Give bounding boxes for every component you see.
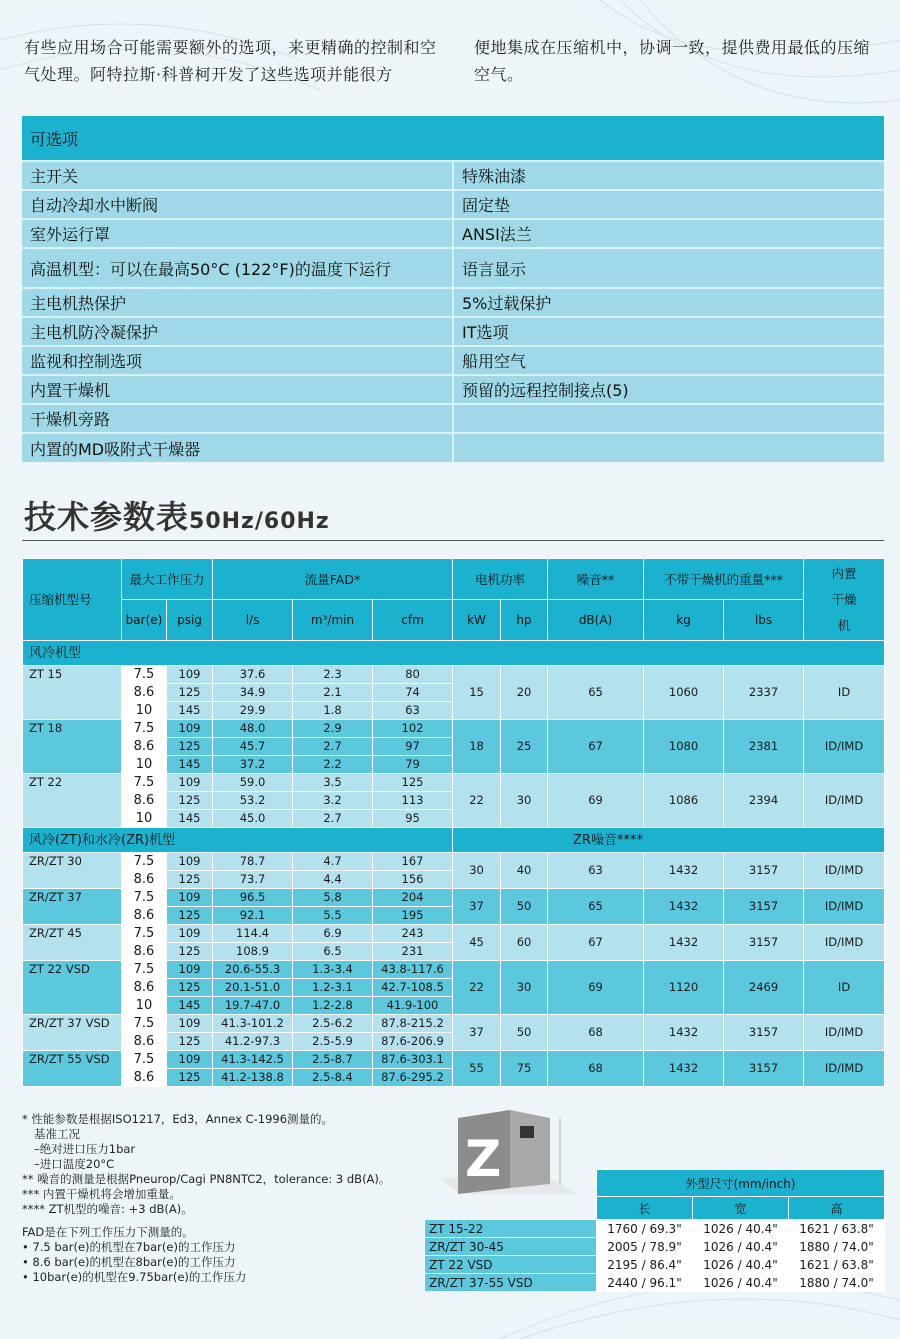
spec-cell: 2.9 [293, 720, 373, 738]
header-noise: 噪音** [548, 559, 644, 600]
spec-hp: 40 [501, 853, 548, 889]
dims-value: 1026 / 40.4" [693, 1256, 789, 1274]
dims-model: ZT 15-22 [425, 1220, 597, 1238]
unit-header: psig [167, 600, 213, 641]
header-dryer: 内置干燥机 [804, 559, 885, 641]
spec-cell: 79 [373, 756, 453, 774]
dimensions-table [424, 1169, 885, 1292]
spec-lbs: 3157 [724, 853, 804, 889]
spec-row [23, 1051, 885, 1069]
spec-lbs: 3157 [724, 925, 804, 961]
spec-cell: 6.9 [293, 925, 373, 943]
spec-cell: 41.3-142.5 [213, 1051, 293, 1069]
spec-cell: 109 [167, 853, 213, 871]
spec-cell: 42.7-108.5 [373, 979, 453, 997]
spec-cell: 109 [167, 1015, 213, 1033]
spec-cell: 8.6 [122, 792, 167, 810]
option-right: 预留的远程控制接点(5) [453, 375, 884, 404]
spec-kg: 1432 [644, 1015, 724, 1051]
spec-cell: 8.6 [122, 979, 167, 997]
option-right: 固定垫 [453, 190, 884, 219]
dims-col-height: 高 [789, 1197, 885, 1220]
dims-value: 1621 / 63.8" [789, 1220, 885, 1238]
spec-db: 69 [548, 774, 644, 828]
spec-kw: 22 [453, 774, 501, 828]
unit-header: kW [453, 600, 501, 641]
dims-row [425, 1274, 885, 1292]
spec-cell: 43.8-117.6 [373, 961, 453, 979]
footnote-line: 基准工况 [34, 1127, 80, 1141]
spec-dryer: ID/IMD [804, 1051, 885, 1087]
footnote-line: –进口温度20°C [34, 1157, 115, 1171]
spec-cell: 1.8 [293, 702, 373, 720]
footnote-line: **** ZT机型的噪音: +3 dB(A)。 [22, 1202, 193, 1216]
spec-cell: 145 [167, 756, 213, 774]
spec-cell: 8.6 [122, 943, 167, 961]
spec-cell: 7.5 [122, 889, 167, 907]
spec-cell: 145 [167, 997, 213, 1015]
option-left: 主电机防冷凝保护 [22, 317, 453, 346]
spec-kg: 1432 [644, 889, 724, 925]
spec-cell: 45.0 [213, 810, 293, 828]
spec-cell: 95 [373, 810, 453, 828]
spec-db: 65 [548, 889, 644, 925]
option-left: 主开关 [22, 161, 453, 190]
dims-value: 1880 / 74.0" [789, 1274, 885, 1292]
spec-cell: 125 [167, 907, 213, 925]
dims-value: 2195 / 86.4" [597, 1256, 693, 1274]
spec-cell: 109 [167, 889, 213, 907]
model-name: ZR/ZT 37 [23, 889, 122, 925]
dims-model: ZR/ZT 37-55 VSD [425, 1274, 597, 1292]
option-left: 干燥机旁路 [22, 404, 453, 433]
dims-model: ZT 22 VSD [425, 1256, 597, 1274]
spec-cell: 125 [167, 943, 213, 961]
footnote-line: –绝对进口压力1bar [34, 1142, 136, 1156]
spec-kw: 22 [453, 961, 501, 1015]
footnote-line: • 8.6 bar(e)的机型在8bar(e)的工作压力 [22, 1255, 236, 1269]
spec-dryer: ID/IMD [804, 720, 885, 774]
section-row [23, 641, 885, 666]
options-row [22, 248, 884, 288]
options-row [22, 219, 884, 248]
option-left: 室外运行罩 [22, 219, 453, 248]
spec-cell: 243 [373, 925, 453, 943]
dims-value: 2005 / 78.9" [597, 1238, 693, 1256]
dims-value: 2440 / 96.1" [597, 1274, 693, 1292]
dims-col-length: 长 [597, 1197, 693, 1220]
spec-cell: 6.5 [293, 943, 373, 961]
unit-header: l/s [213, 600, 293, 641]
spec-cell: 7.5 [122, 1015, 167, 1033]
unit-header: hp [501, 600, 548, 641]
spec-hp: 25 [501, 720, 548, 774]
spec-cell: 48.0 [213, 720, 293, 738]
option-left: 内置干燥机 [22, 375, 453, 404]
spec-cell: 7.5 [122, 961, 167, 979]
option-right: 5%过载保护 [453, 288, 884, 317]
model-name: ZT 22 VSD [23, 961, 122, 1015]
model-name: ZT 18 [23, 720, 122, 774]
spec-lbs: 2469 [724, 961, 804, 1015]
spec-cell: 109 [167, 720, 213, 738]
spec-kg: 1432 [644, 853, 724, 889]
spec-cell: 204 [373, 889, 453, 907]
spec-cell: 1.3-3.4 [293, 961, 373, 979]
spec-cell: 109 [167, 925, 213, 943]
intro-right-text: 便地集成在压缩机中，协调一致，提供费用最低的压缩空气。 [474, 38, 871, 84]
spec-cell: 113 [373, 792, 453, 810]
spec-cell: 10 [122, 702, 167, 720]
spec-cell: 34.9 [213, 684, 293, 702]
unit-header: bar(e) [122, 600, 167, 641]
spec-cell: 5.8 [293, 889, 373, 907]
spec-kw: 37 [453, 889, 501, 925]
spec-db: 68 [548, 1015, 644, 1051]
options-row [22, 433, 884, 462]
spec-db: 65 [548, 666, 644, 720]
spec-kw: 37 [453, 1015, 501, 1051]
spec-cell: 2.2 [293, 756, 373, 774]
spec-cell: 8.6 [122, 738, 167, 756]
spec-cell: 156 [373, 871, 453, 889]
option-left: 自动冷却水中断阀 [22, 190, 453, 219]
spec-cell: 125 [167, 684, 213, 702]
spec-cell: 195 [373, 907, 453, 925]
header-weight: 不带干燥机的重量*** [644, 559, 804, 600]
model-name: ZT 22 [23, 774, 122, 828]
spec-cell: 8.6 [122, 907, 167, 925]
spec-cell: 41.2-97.3 [213, 1033, 293, 1051]
spec-lbs: 2394 [724, 774, 804, 828]
spec-cell: 125 [167, 871, 213, 889]
machine-logo: Z [465, 1130, 502, 1188]
spec-hp: 30 [501, 961, 548, 1015]
option-left: 内置的MD吸附式干燥器 [22, 433, 453, 462]
spec-cell: 102 [373, 720, 453, 738]
spec-cell: 41.9-100 [373, 997, 453, 1015]
spec-cell: 87.8-215.2 [373, 1015, 453, 1033]
option-right: ANSI法兰 [453, 219, 884, 248]
option-right: 船用空气 [453, 346, 884, 375]
intro-left-text: 有些应用场合可能需要额外的选项，来更精确的控制和空气处理。阿特拉斯·科普柯开发了这些选项并能很方 [24, 38, 437, 84]
spec-lbs: 2337 [724, 666, 804, 720]
spec-cell: 108.9 [213, 943, 293, 961]
spec-cell: 78.7 [213, 853, 293, 871]
spec-cell: 125 [167, 1033, 213, 1051]
dims-col-width: 宽 [693, 1197, 789, 1220]
options-table [22, 116, 884, 462]
model-name: ZR/ZT 37 VSD [23, 1015, 122, 1051]
spec-title-main: 技术参数表 [24, 498, 190, 536]
options-row [22, 375, 884, 404]
header-pressure: 最大工作压力 [122, 559, 213, 600]
option-left: 主电机热保护 [22, 288, 453, 317]
spec-cell: 7.5 [122, 1051, 167, 1069]
dims-value: 1760 / 69.3" [597, 1220, 693, 1238]
spec-cell: 8.6 [122, 1033, 167, 1051]
spec-cell: 53.2 [213, 792, 293, 810]
spec-cell: 2.5-8.4 [293, 1069, 373, 1087]
spec-cell: 7.5 [122, 853, 167, 871]
footnote-line: • 7.5 bar(e)的机型在7bar(e)的工作压力 [22, 1240, 236, 1254]
spec-cell: 109 [167, 666, 213, 684]
section-label: 风冷机型 [23, 641, 885, 666]
spec-cell: 4.4 [293, 871, 373, 889]
spec-cell: 37.6 [213, 666, 293, 684]
spec-hp: 75 [501, 1051, 548, 1087]
spec-cell: 2.7 [293, 738, 373, 756]
spec-hp: 50 [501, 889, 548, 925]
spec-hp: 60 [501, 925, 548, 961]
spec-table [22, 558, 885, 1087]
spec-dryer: ID [804, 961, 885, 1015]
spec-cell: 114.4 [213, 925, 293, 943]
spec-cell: 5.5 [293, 907, 373, 925]
spec-cell: 2.5-5.9 [293, 1033, 373, 1051]
spec-cell: 7.5 [122, 720, 167, 738]
title-rule [22, 540, 884, 541]
unit-header: cfm [373, 600, 453, 641]
spec-cell: 59.0 [213, 774, 293, 792]
spec-cell: 231 [373, 943, 453, 961]
dims-model: ZR/ZT 30-45 [425, 1238, 597, 1256]
spec-cell: 19.7-47.0 [213, 997, 293, 1015]
options-row [22, 317, 884, 346]
spec-cell: 167 [373, 853, 453, 871]
spec-cell: 10 [122, 756, 167, 774]
spec-kg: 1080 [644, 720, 724, 774]
spec-kg: 1432 [644, 925, 724, 961]
section-noise-label: ZR噪音**** [453, 828, 885, 853]
spec-cell: 20.6-55.3 [213, 961, 293, 979]
footnote-line: * 性能参数是根据ISO1217，Ed3，Annex C-1996测量的。 [22, 1112, 334, 1126]
spec-cell: 4.7 [293, 853, 373, 871]
spec-row [23, 1015, 885, 1033]
spec-cell: 7.5 [122, 774, 167, 792]
spec-row [23, 889, 885, 907]
options-row [22, 190, 884, 219]
spec-cell: 97 [373, 738, 453, 756]
model-name: ZR/ZT 55 VSD [23, 1051, 122, 1087]
spec-dryer: ID/IMD [804, 925, 885, 961]
spec-cell: 125 [167, 979, 213, 997]
spec-kw: 15 [453, 666, 501, 720]
spec-cell: 3.2 [293, 792, 373, 810]
spec-kg: 1120 [644, 961, 724, 1015]
spec-db: 67 [548, 720, 644, 774]
spec-cell: 37.2 [213, 756, 293, 774]
section-label: 风冷(ZT)和水冷(ZR)机型 [23, 828, 453, 853]
spec-cell: 73.7 [213, 871, 293, 889]
spec-lbs: 3157 [724, 1051, 804, 1087]
section-row [23, 828, 885, 853]
spec-dryer: ID [804, 666, 885, 720]
option-left: 监视和控制选项 [22, 346, 453, 375]
spec-cell: 2.7 [293, 810, 373, 828]
spec-cell: 3.5 [293, 774, 373, 792]
footnote-line [22, 1217, 422, 1225]
spec-cell: 8.6 [122, 1069, 167, 1087]
spec-cell: 145 [167, 702, 213, 720]
spec-cell: 10 [122, 810, 167, 828]
option-left: 高温机型：可以在最高50°C (122°F)的温度下运行 [22, 248, 453, 288]
spec-cell: 20.1-51.0 [213, 979, 293, 997]
spec-cell: 8.6 [122, 871, 167, 889]
spec-cell: 10 [122, 997, 167, 1015]
spec-cell: 145 [167, 810, 213, 828]
spec-cell: 87.6-303.1 [373, 1051, 453, 1069]
dims-value: 1880 / 74.0" [789, 1238, 885, 1256]
spec-hp: 30 [501, 774, 548, 828]
spec-dryer: ID/IMD [804, 889, 885, 925]
spec-cell: 125 [373, 774, 453, 792]
spec-kw: 45 [453, 925, 501, 961]
spec-row [23, 925, 885, 943]
spec-dryer: ID/IMD [804, 1015, 885, 1051]
options-header: 可选项 [22, 116, 884, 161]
spec-cell: 63 [373, 702, 453, 720]
header-fad: 流量FAD* [213, 559, 453, 600]
spec-cell: 109 [167, 961, 213, 979]
spec-lbs: 3157 [724, 1015, 804, 1051]
dims-value: 1621 / 63.8" [789, 1256, 885, 1274]
spec-cell: 96.5 [213, 889, 293, 907]
footnote-line: FAD是在下列工作压力下测量的。 [22, 1225, 194, 1239]
spec-kg: 1086 [644, 774, 724, 828]
spec-cell: 41.3-101.2 [213, 1015, 293, 1033]
dims-value: 1026 / 40.4" [693, 1238, 789, 1256]
header-model: 压缩机型号 [23, 559, 122, 641]
spec-row [23, 666, 885, 684]
spec-cell: 8.6 [122, 684, 167, 702]
spec-db: 67 [548, 925, 644, 961]
spec-row [23, 774, 885, 792]
spec-cell: 1.2-3.1 [293, 979, 373, 997]
spec-cell: 125 [167, 1069, 213, 1087]
spec-row [23, 961, 885, 979]
spec-dryer: ID/IMD [804, 774, 885, 828]
spec-row [23, 720, 885, 738]
unit-header: kg [644, 600, 724, 641]
dims-title: 外型尺寸(mm/inch) [597, 1170, 885, 1197]
footnote-line: ** 噪音的测量是根据Pneurop/Cagi PN8NTC2，tolerance: 3 dB(A)。 [22, 1172, 391, 1186]
spec-kg: 1060 [644, 666, 724, 720]
spec-hp: 50 [501, 1015, 548, 1051]
spec-db: 69 [548, 961, 644, 1015]
spec-cell: 125 [167, 792, 213, 810]
footnote-line: • 10bar(e)的机型在9.75bar(e)的工作压力 [22, 1270, 247, 1284]
spec-lbs: 2381 [724, 720, 804, 774]
spec-cell: 2.5-6.2 [293, 1015, 373, 1033]
dims-value: 1026 / 40.4" [693, 1220, 789, 1238]
model-name: ZT 15 [23, 666, 122, 720]
unit-header: lbs [724, 600, 804, 641]
spec-row [23, 853, 885, 871]
dims-row [425, 1238, 885, 1256]
option-right: 语言显示 [453, 248, 884, 288]
spec-cell: 87.6-295.2 [373, 1069, 453, 1087]
spec-cell: 2.1 [293, 684, 373, 702]
spec-cell: 1.2-2.8 [293, 997, 373, 1015]
spec-kw: 18 [453, 720, 501, 774]
spec-cell: 80 [373, 666, 453, 684]
footnote-line: *** 内置干燥机将会增加重量。 [22, 1187, 181, 1201]
option-right: IT选项 [453, 317, 884, 346]
spec-cell: 125 [167, 738, 213, 756]
dims-row [425, 1220, 885, 1238]
unit-header: dB(A) [548, 600, 644, 641]
dims-row [425, 1256, 885, 1274]
spec-title-sub: 50Hz/60Hz [189, 509, 330, 534]
options-row [22, 346, 884, 375]
spec-cell: 7.5 [122, 925, 167, 943]
header-power: 电机功率 [453, 559, 548, 600]
spec-cell: 45.7 [213, 738, 293, 756]
footnotes [22, 1112, 422, 1285]
model-name: ZR/ZT 45 [23, 925, 122, 961]
spec-cell: 92.1 [213, 907, 293, 925]
spec-kw: 55 [453, 1051, 501, 1087]
spec-cell: 2.5-8.7 [293, 1051, 373, 1069]
spec-cell: 109 [167, 1051, 213, 1069]
spec-lbs: 3157 [724, 889, 804, 925]
options-row [22, 161, 884, 190]
spec-db: 68 [548, 1051, 644, 1087]
spec-cell: 2.3 [293, 666, 373, 684]
option-right [453, 404, 884, 433]
options-row [22, 288, 884, 317]
spec-kg: 1432 [644, 1051, 724, 1087]
spec-hp: 20 [501, 666, 548, 720]
spec-kw: 30 [453, 853, 501, 889]
options-row [22, 404, 884, 433]
model-name: ZR/ZT 30 [23, 853, 122, 889]
spec-cell: 109 [167, 774, 213, 792]
dims-value: 1026 / 40.4" [693, 1274, 789, 1292]
spec-cell: 41.2-138.8 [213, 1069, 293, 1087]
spec-title [24, 492, 330, 538]
spec-cell: 87.6-206.9 [373, 1033, 453, 1051]
spec-dryer: ID/IMD [804, 853, 885, 889]
spec-cell: 29.9 [213, 702, 293, 720]
spec-db: 63 [548, 853, 644, 889]
option-right: 特殊油漆 [453, 161, 884, 190]
spec-cell: 7.5 [122, 666, 167, 684]
spec-cell: 74 [373, 684, 453, 702]
option-right [453, 433, 884, 462]
unit-header: m³/min [293, 600, 373, 641]
